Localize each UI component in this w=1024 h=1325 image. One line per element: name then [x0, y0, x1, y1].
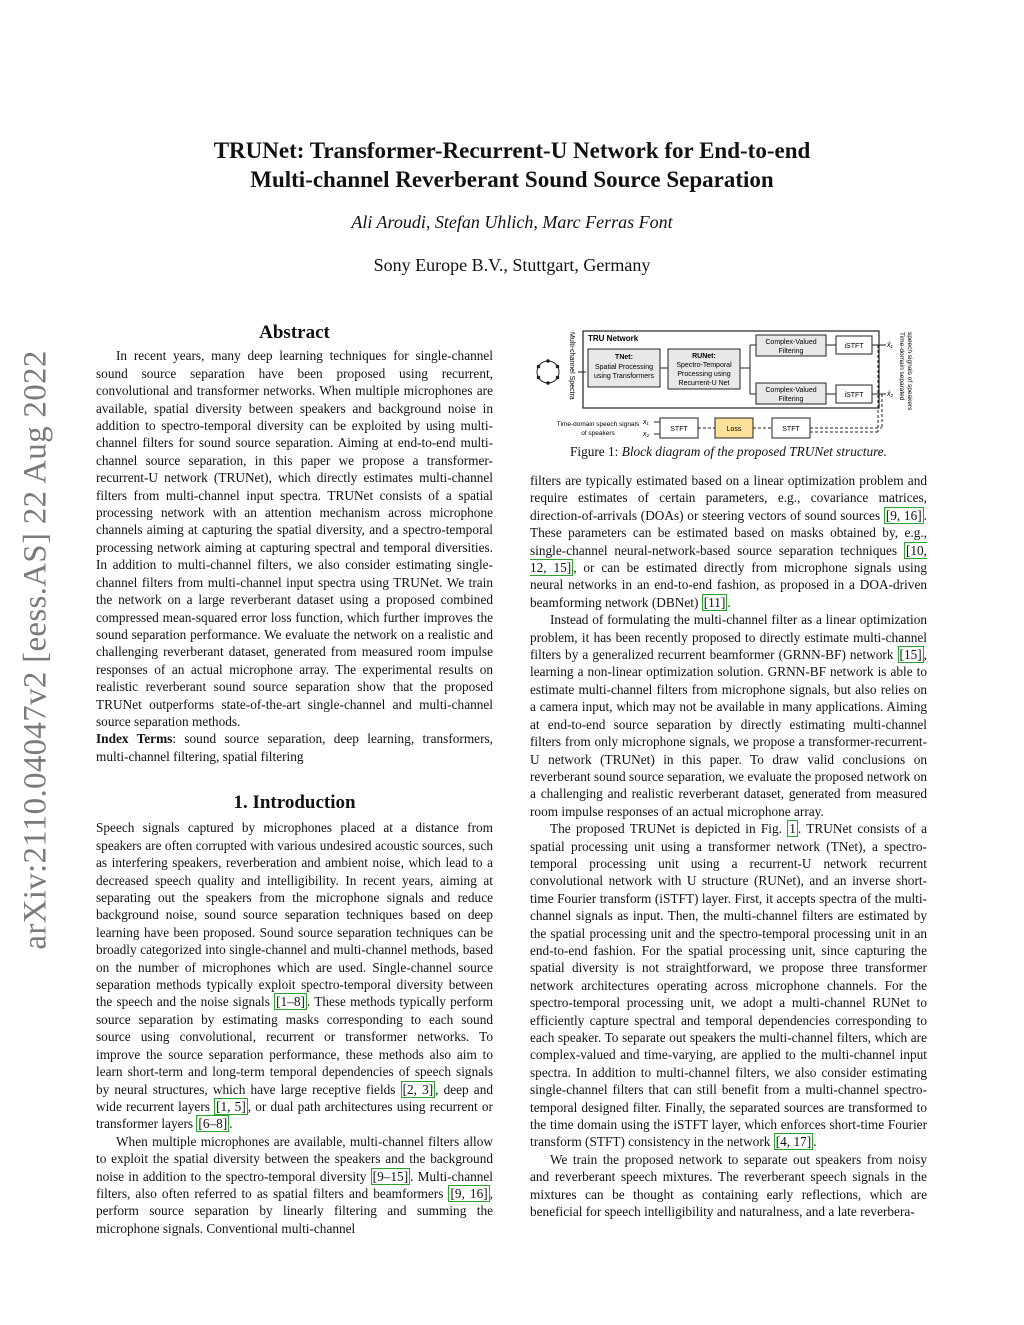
right-paragraph-1: filters are typically estimated based on a linear optimization problem and require estimates of certain parameters, e.g., covariance matrices, direction-of-arrivals (DOAs) or steering vectors of sound sources [9, 16] . These parameters can be estimated based on masks obtained by, e.g., single-channel neural-network-based source separation techniques [10, 12, 15] , or can be estimated directly from microphone signals using neural networks in an end-to-end fashion, as proposed in a DOA-driven beamforming network (DBNet) [11] . — [530, 473, 927, 610]
svg-text:Filtering: Filtering — [778, 396, 804, 403]
citation-link[interactable]: [10, 12, 15] — [530, 542, 927, 576]
tru-label: TRU Network — [588, 334, 639, 343]
svg-text:Spectro-Temporal: Spectro-Temporal — [676, 362, 732, 369]
svg-text:Time-domain separated: Time-domain separated — [898, 332, 905, 401]
svg-text:Spatial Processing: Spatial Processing — [595, 364, 653, 371]
figure-1-block-diagram — [530, 328, 927, 446]
microphone-array-icon — [537, 359, 560, 385]
svg-text:STFT: STFT — [782, 426, 800, 433]
index-terms: Index Terms: sound source separation, deep learning, transformers, multi-channel filtering, spatial filtering — [96, 731, 493, 764]
figure-caption: Figure 1: Block diagram of the proposed TRUNet structure. — [569, 444, 887, 459]
citation-link[interactable]: [6–8] — [198, 1116, 228, 1132]
citation-link[interactable]: [1, 5] — [216, 1098, 246, 1114]
svg-text:Complex-Valued: Complex-Valued — [765, 387, 817, 394]
citation-link[interactable]: [4, 17] — [775, 1134, 812, 1150]
abstract-section — [96, 324, 493, 765]
intro-paragraph-1: Speech signals captured by microphones placed at a distance from speakers are often corrupted with various undesired acoustic sources, such as interfering speakers, reverberation and ambient noise, which lead to a decreased speech quality and intelligibility. In recent years, aiming at separating out the speakers from the microphone signals and reduce background noise, sound source separation techniques based on deep learning have been proposed. Sound source separation techniques can be broadly categorized into single-channel and multi-channel methods, based on the number of microphones which are used. Single-channel source separation methods typically exploit spectro-temporal diversity between the speech and the noise signals [1–8] . These methods typically perform source separation by estimating masks corresponding to each sound source using convolutional, recurrent or transformer networks. To improve the source separation performance, these methods also aim to learn short-term and long-term temporal dependencies of speech signals by neural structures, which have large receptive fields [2, 3] , deep and wide recurrent layers [1, 5] , or dual path architectures using recurrent or transformer layers [6–8] . — [96, 820, 493, 1132]
citation-link[interactable]: [15] — [899, 647, 922, 663]
svg-text:iSTFT: iSTFT — [844, 343, 864, 350]
figure-link[interactable]: 1 — [789, 821, 796, 837]
authors: Ali Aroudi, Stefan Uhlich, Marc Ferras Font — [351, 212, 673, 232]
svg-text:STFT: STFT — [670, 426, 688, 433]
svg-text:Time-domain speech signals: Time-domain speech signals — [556, 421, 640, 428]
svg-text:using Transformers: using Transformers — [594, 373, 654, 380]
abstract-text: In recent years, many deep learning techniques for single-channel sound source separation have been proposed using recurrent, convolutional and transformer networks. When multiple microphones are available, spatial diversity between speakers and background noise in addition to spectro-temporal diversity can be exploited by using multi-channel filters for sound source separation. Aiming at end-to-end multi-channel source separation, in this paper we propose a transformer-recurrent-U network (TRUNet), which directly estimates multi-channel filters from multi-channel input spectra. TRUNet consists of a spatial processing network with an attention mechanism across microphone channels aiming at capturing the spatial diversity, and a spectro-temporal processing network aiming at capturing spectral and temporal diversities. In addition to multi-channel filters, we also consider estimating single-channel filters from multi-channel input spectra using TRUNet. We train the network on a large reverberant dataset using a proposed combined compressed mean-squared error loss function, which further improves the sound separation performance. We evaluate the network on a realistic and challenging reverberant dataset, generated from measured room impulse responses of an actual microphone array. The experimental results on realistic reverberant sound source separation show that the proposed TRUNet outperforms state-of-the-art single-channel and multi-channel source separation methods. — [96, 348, 493, 729]
svg-text:x₂: x₂ — [643, 431, 650, 438]
right-column-text — [530, 472, 927, 1220]
citation-link[interactable]: [9, 16] — [885, 507, 922, 523]
svg-text:RUNet:: RUNet: — [692, 353, 716, 360]
svg-text:Loss: Loss — [726, 426, 742, 433]
svg-text:of speakers: of speakers — [581, 430, 615, 437]
affiliation: Sony Europe B.V., Stuttgart, Germany — [373, 255, 651, 275]
citation-link[interactable]: [1–8] — [276, 994, 305, 1010]
svg-text:speech signals of speakers: speech signals of speakers — [906, 332, 913, 411]
svg-text:Recurrent-U Net: Recurrent-U Net — [678, 380, 730, 387]
paper-title: TRUNet: Transformer-Recurrent-U Network for End-to-end Multi-channel Reverberant Sound Source Separation — [213, 138, 811, 192]
arxiv-watermark — [6, 330, 66, 970]
citation-link[interactable]: [9–15] — [372, 1168, 409, 1184]
svg-text:x̂₁: x̂₁ — [887, 342, 893, 349]
intro-heading: 1. Introduction — [233, 792, 356, 813]
svg-text:Complex-Valued: Complex-Valued — [765, 339, 817, 346]
right-paragraph-2: Instead of formulating the multi-channel filter as a linear optimization problem, it has been recently proposed to directly estimate multi-channel filters by a generalized recurrent beamformer (GRNN-BF) network [15] , learning a non-linear optimization solution. GRNN-BF network is able to estimate multi-channel filters from microphone signals, but also relies on a camera input, which may not be available in many applications. Aiming at end-to-end source separation by directly estimating multi-channel filters from only microphone signals, we propose a transformer-recurrent-U network (TRUNet) in this paper. To draw valid conclusions on reverberant sound source separation, we evaluate the proposed network on a challenging and realistic reverberant dataset, generated from measured room impulse responses of an actual microphone array. — [530, 612, 927, 819]
right-paragraph-3: The proposed TRUNet is depicted in Fig. 1 . TRUNet consists of a spatial processing unit using a transformer network (TNet), a spectro-temporal processing unit using a recurrent-U network recurrent convolutional network with U structure (RUNet), and an inverse short-time Fourier transform (iSTFT) layer. First, it accepts spectra of the multi-channel signals as input. Then, the multi-channel filters are estimated by the spatial processing unit and the spectro-temporal processing unit in an end-to-end fashion. For the spatial processing unit, since capturing the spatial diversity is not straightforward, we propose three transformer network architectures operating across microphone channels. For the spectro-temporal processing unit, we adopt a multi-channel RUNet to efficiently capture spectral and temporal dependencies corresponding to each speaker. To separate out speakers the multi-channel filters, which are complex-valued and time-varying, are applied to the multi-channel input spectra. In addition to multi-channel filters, we also consider estimating single-channel filters that can still benefit from a multi-channel spectro-temporal designed filter. Finally, the separated sources are transformed to the time domain using the iSTFT layer, which enforces short-time Fourier transform (STFT) consistency in the network [4, 17] . — [530, 821, 927, 1150]
introduction-section — [96, 794, 493, 1237]
citation-link[interactable]: [11] — [703, 594, 726, 610]
multichannel-label: Multi-channel Spectra — [568, 332, 575, 400]
svg-text:Filtering: Filtering — [778, 348, 804, 355]
citation-link[interactable]: [9, 16] — [450, 1185, 488, 1201]
arxiv-id: arXiv:2110.04047v2 [eess.AS] 22 Aug 2022 — [17, 350, 54, 950]
citation-link[interactable]: [2, 3] — [402, 1081, 434, 1097]
abstract-heading: Abstract — [259, 322, 330, 343]
svg-text:iSTFT: iSTFT — [844, 392, 864, 399]
svg-text:x̂₂: x̂₂ — [887, 391, 894, 398]
right-paragraph-4: We train the proposed network to separate out speakers from noisy and reverberant speech mixtures. The reverberant speech signals in the mixtures can be thought as containing early reflections, which are beneficial for speech intelligibility and naturalness, and a late reverbera- — [530, 1151, 927, 1220]
svg-text:x₁: x₁ — [643, 419, 649, 426]
svg-text:TNet:: TNet: — [615, 354, 633, 361]
intro-paragraph-2: When multiple microphones are available, multi-channel filters allow to exploit the spatial diversity between the speakers and the background noise in addition to the spectro-temporal diversity [9–15] . Multi-channel filters, also often referred to as spatial filters and beamformers [9, 16] , perform source separation by linearly filtering and summing the microphone signals. Conventional multi-channel — [96, 1133, 493, 1236]
svg-text:Processing using: Processing using — [677, 371, 731, 378]
